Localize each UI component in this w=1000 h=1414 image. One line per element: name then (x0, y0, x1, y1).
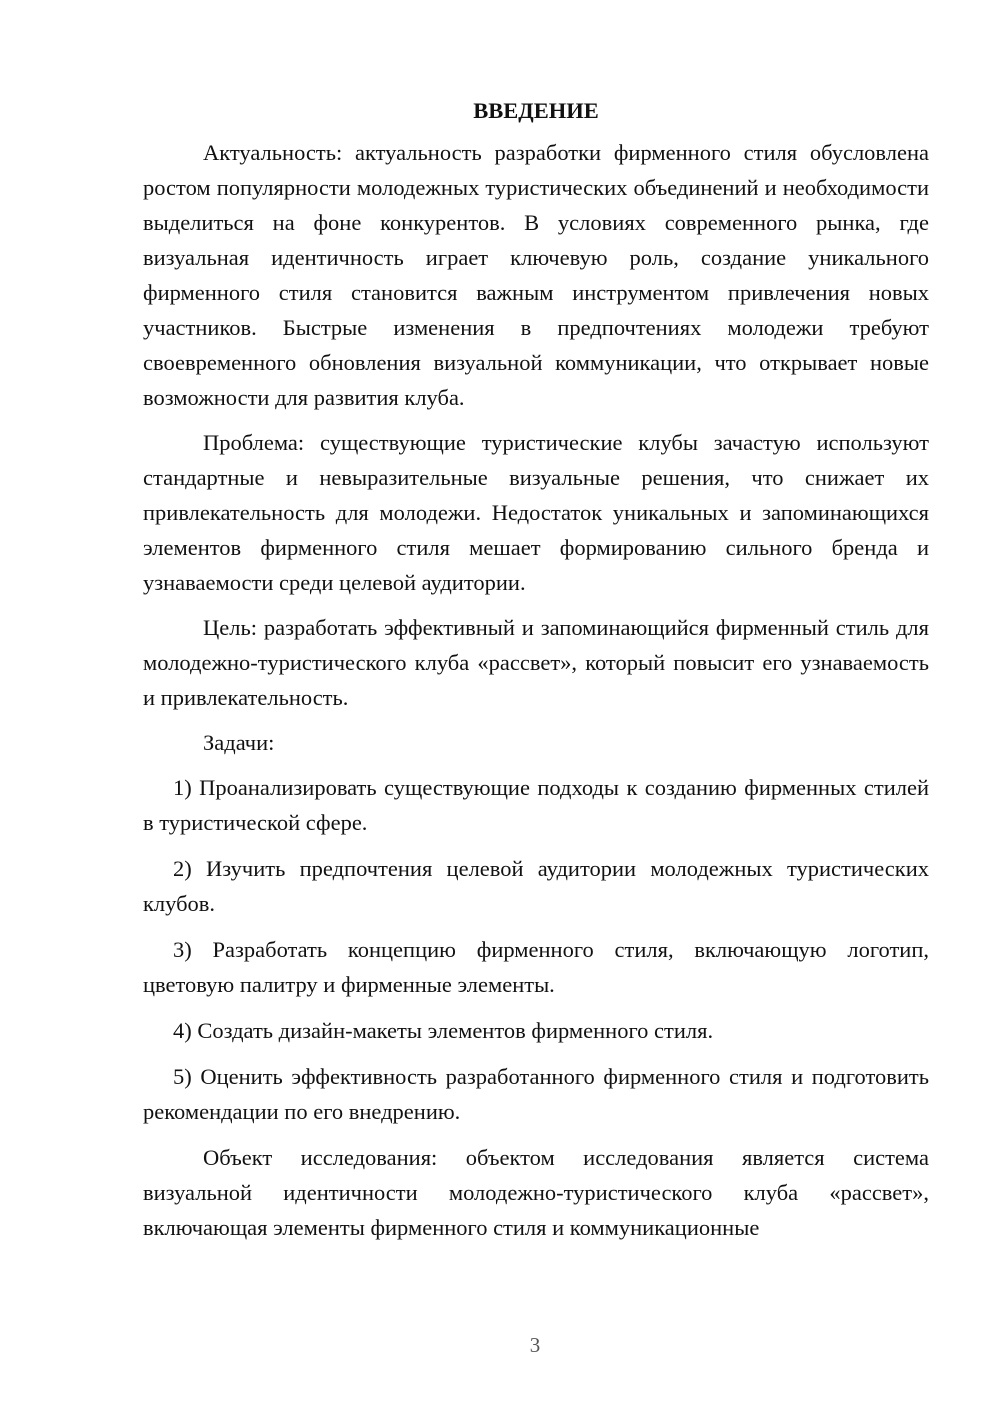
paragraph-goal: Цель: разработать эффективный и запоминающийся фирменный стиль для молодежно-туристического клуба «рассвет», который повысит его узнаваемость и привлекательность. (143, 615, 929, 710)
task-item-4: 4) Создать дизайн-макеты элементов фирменного стиля. (173, 1018, 714, 1043)
page-title: ВВЕДЕНИЕ (473, 98, 599, 123)
paragraph-problem: Проблема: существующие туристические клубы зачастую используют стандартные и невыразительные визуальные решения, что снижает их привлекательность для молодежи. Недостаток уникальных и запоминающихся элементов фирменного стиля мешает формированию сильного бренда и узнаваемости среди целевой аудитории. (143, 430, 929, 595)
task-item-2: 2) Изучить предпочтения целевой аудитории молодежных туристических клубов. (143, 856, 929, 916)
page-content (143, 95, 929, 1255)
task-item-3: 3) Разработать концепцию фирменного стиля, включающую логотип, цветовую палитру и фирменные элементы. (143, 937, 929, 997)
task-item-5: 5) Оценить эффективность разработанного фирменного стиля и подготовить рекомендации по его внедрению. (143, 1064, 929, 1124)
paragraph-relevance: Актуальность: актуальность разработки фирменного стиля обусловлена ростом популярности молодежных туристических объединений и необходимости выделиться на фоне конкурентов. В условиях современного рынка, где визуальная идентичность играет ключевую роль, создание уникального фирменного стиля становится важным инструментом привлечения новых участников. Быстрые изменения в предпочтениях молодежи требуют своевременного обновления визуальной коммуникации, что открывает новые возможности для развития клуба. (143, 140, 929, 410)
tasks-label: Задачи: (203, 730, 275, 755)
paragraph-object: Объект исследования: объектом исследования является система визуальной идентичности молодежно-туристического клуба «рассвет», включающая элементы фирменного стиля и коммуникационные (143, 1145, 929, 1240)
page-number: 3 (529, 1333, 541, 1357)
task-item-1: 1) Проанализировать существующие подходы к созданию фирменных стилей в туристической сфере. (143, 775, 929, 835)
